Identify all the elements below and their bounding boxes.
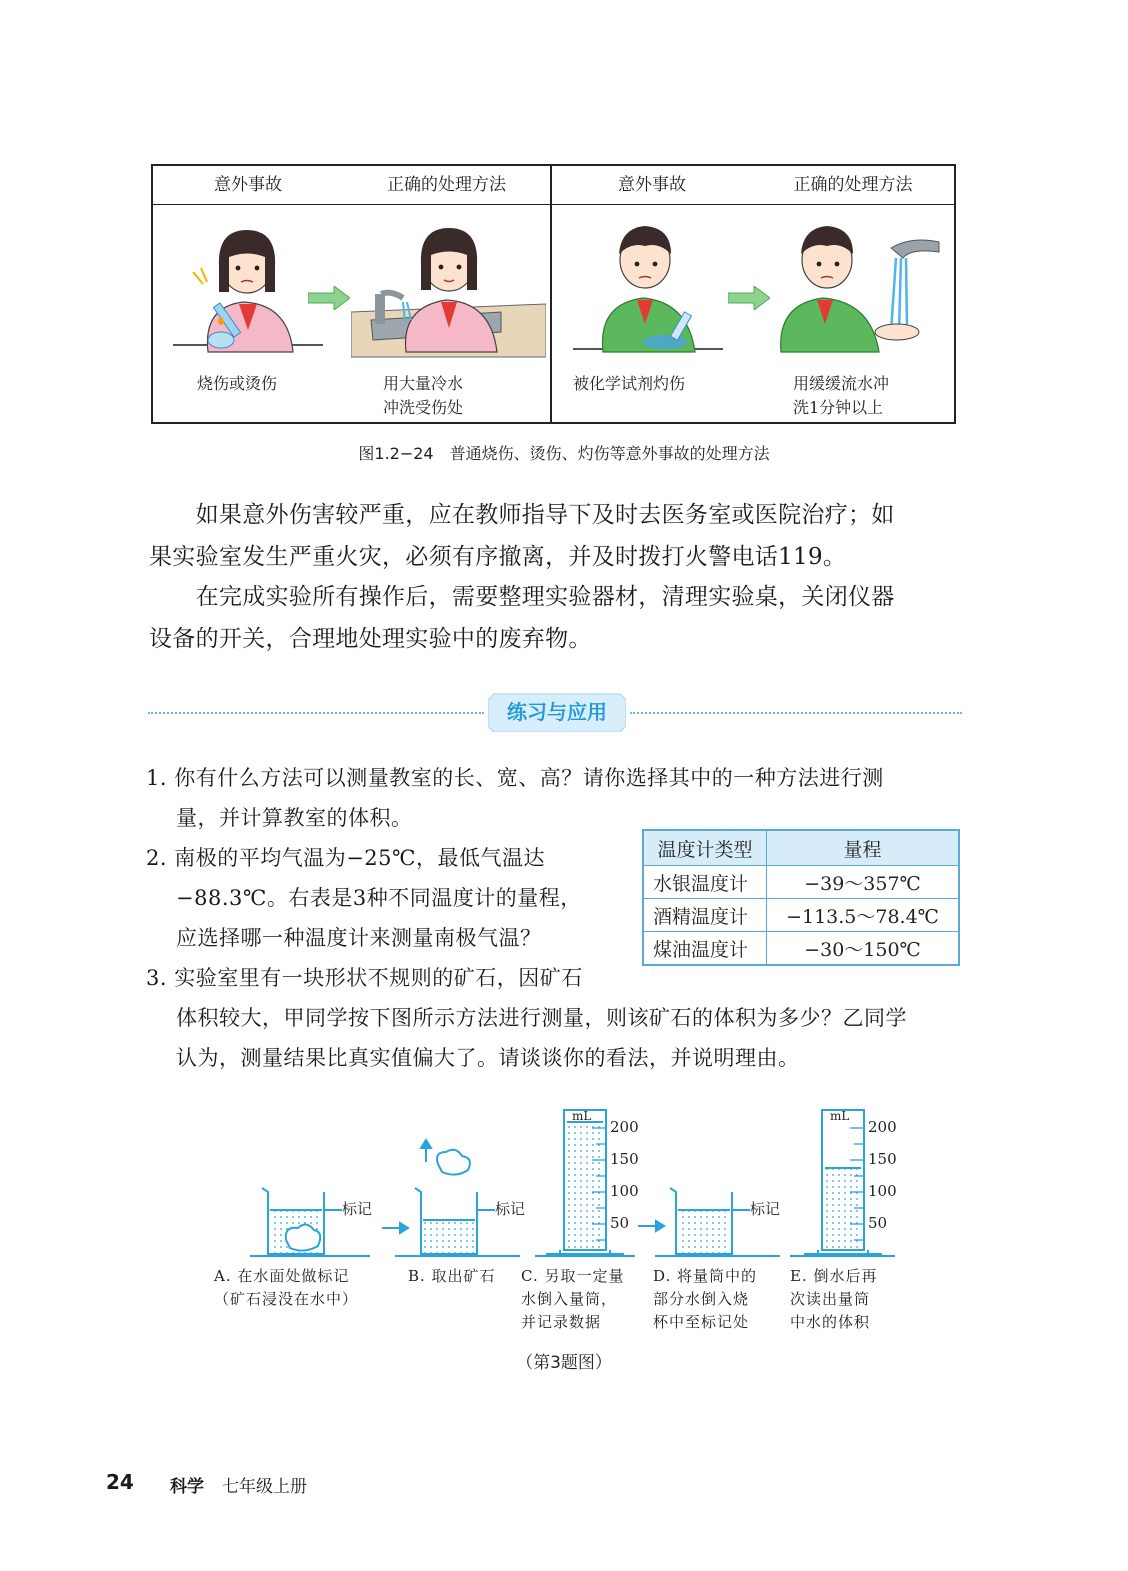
step-e-label: E. 倒水后再 次读出量筒 中水的体积 [790, 1267, 878, 1331]
step-a-label: A. 在水面处做标记 （矿石浸没在水中） [214, 1267, 359, 1308]
table-cell: 酒精温度计 [643, 899, 767, 932]
caption-burn-method: 用大量冷水 冲洗受伤处 [383, 374, 464, 417]
table-row [643, 899, 959, 932]
mark-label: 标记 [750, 1200, 781, 1218]
table-header-type: 温度计类型 [643, 830, 767, 866]
caption-chemical-method: 用缓缓流水冲 洗1分钟以上 [793, 374, 890, 417]
cylinder-unit: mL [572, 1109, 592, 1123]
column-divider [550, 166, 552, 422]
table-cell: −39～357℃ [767, 866, 960, 899]
chemical-boy-illustration [573, 212, 723, 362]
exercise-2-line-2: −88.3℃。右表是3种不同温度计的量程， [176, 886, 582, 910]
rinse-girl-illustration [351, 212, 546, 362]
cylinder-tick: 50 [868, 1214, 888, 1232]
header-method-2: 正确的处理方法 [793, 175, 913, 195]
section-title: 练习与应用 [507, 700, 607, 724]
footer-subject: 科学 [170, 1477, 204, 1497]
arrow-right-icon [308, 286, 350, 310]
table-row [643, 932, 959, 966]
caption-burn: 烧伤或烫伤 [197, 374, 278, 393]
table-cell: −113.5～78.4℃ [767, 899, 960, 932]
step-d-label: D. 将量筒中的 部分水倒入烧 杯中至标记处 [653, 1267, 758, 1331]
thermometer-range-table [642, 829, 960, 966]
cylinder-tick: 150 [868, 1150, 897, 1168]
figure-3-caption: （第3题图） [516, 1353, 612, 1373]
step-b-label: B. 取出矿石 [408, 1267, 496, 1285]
figure-caption: 图1.2−24 普通烧伤、烫伤、灼伤等意外事故的处理方法 [358, 444, 770, 463]
paragraph-cleanup: 在完成实验所有操作后，需要整理实验器材，清理实验桌，关闭仪器 设备的开关，合理地处理实验中的废弃物。 [149, 584, 895, 652]
accident-figure [151, 164, 956, 424]
table-cell: −30～150℃ [767, 932, 960, 966]
burn-girl-illustration [173, 212, 323, 362]
table-cell: 煤油温度计 [643, 932, 767, 966]
tap-boy-illustration [771, 212, 951, 362]
cylinder-unit: mL [830, 1109, 850, 1123]
header-accident-2: 意外事故 [618, 175, 686, 195]
footer-grade: 七年级上册 [222, 1477, 307, 1497]
table-row [643, 866, 959, 899]
cylinder-tick: 100 [610, 1182, 639, 1200]
mark-label: 标记 [495, 1200, 526, 1218]
exercise-2-line-3: 应选择哪一种温度计来测量南极气温？ [176, 926, 542, 950]
cylinder-tick: 200 [610, 1118, 639, 1136]
header-accident-1: 意外事故 [214, 175, 282, 195]
step-c-label: C. 另取一定量 水倒入量筒， 并记录数据 [521, 1267, 625, 1331]
section-divider [630, 712, 962, 714]
exercise-2-line-1: 2. 南极的平均气温为−25℃，最低气温达 [146, 846, 546, 870]
caption-chemical: 被化学试剂灼伤 [573, 374, 686, 393]
cylinder-tick: 50 [610, 1214, 630, 1232]
exercise-1-line-2: 量，并计算教室的体积。 [176, 806, 413, 830]
table-cell: 水银温度计 [643, 866, 767, 899]
paragraph-injury: 如果意外伤害较严重，应在教师指导下及时去医务室或医院治疗；如 果实验室发生严重火灾，必须有序撤离，并及时拨打火警电话119。 [149, 502, 895, 570]
header-method-1: 正确的处理方法 [387, 175, 506, 195]
cylinder-tick: 100 [868, 1182, 897, 1200]
exercise-3-line-1: 3. 实验室里有一块形状不规则的矿石，因矿石 [146, 966, 583, 990]
table-header-range: 量程 [767, 830, 960, 866]
exercise-1-line-1: 1. 你有什么方法可以测量教室的长、宽、高？请你选择其中的一种方法进行测 [146, 766, 884, 790]
exercise-3-line-3: 认为，测量结果比真实值偏大了。请谈谈你的看法，并说明理由。 [176, 1046, 800, 1070]
header-divider [153, 204, 954, 205]
exercise-3-line-2: 体积较大，甲同学按下图所示方法进行测量，则该矿石的体积为多少？乙同学 [176, 1006, 907, 1030]
mark-label: 标记 [342, 1200, 373, 1218]
measurement-figure [230, 1100, 930, 1265]
page-number: 24 [106, 1470, 134, 1494]
section-title-badge [488, 692, 626, 732]
section-divider [148, 712, 484, 714]
cylinder-tick: 200 [868, 1118, 897, 1136]
cylinder-tick: 150 [610, 1150, 639, 1168]
arrow-right-icon [728, 286, 770, 310]
